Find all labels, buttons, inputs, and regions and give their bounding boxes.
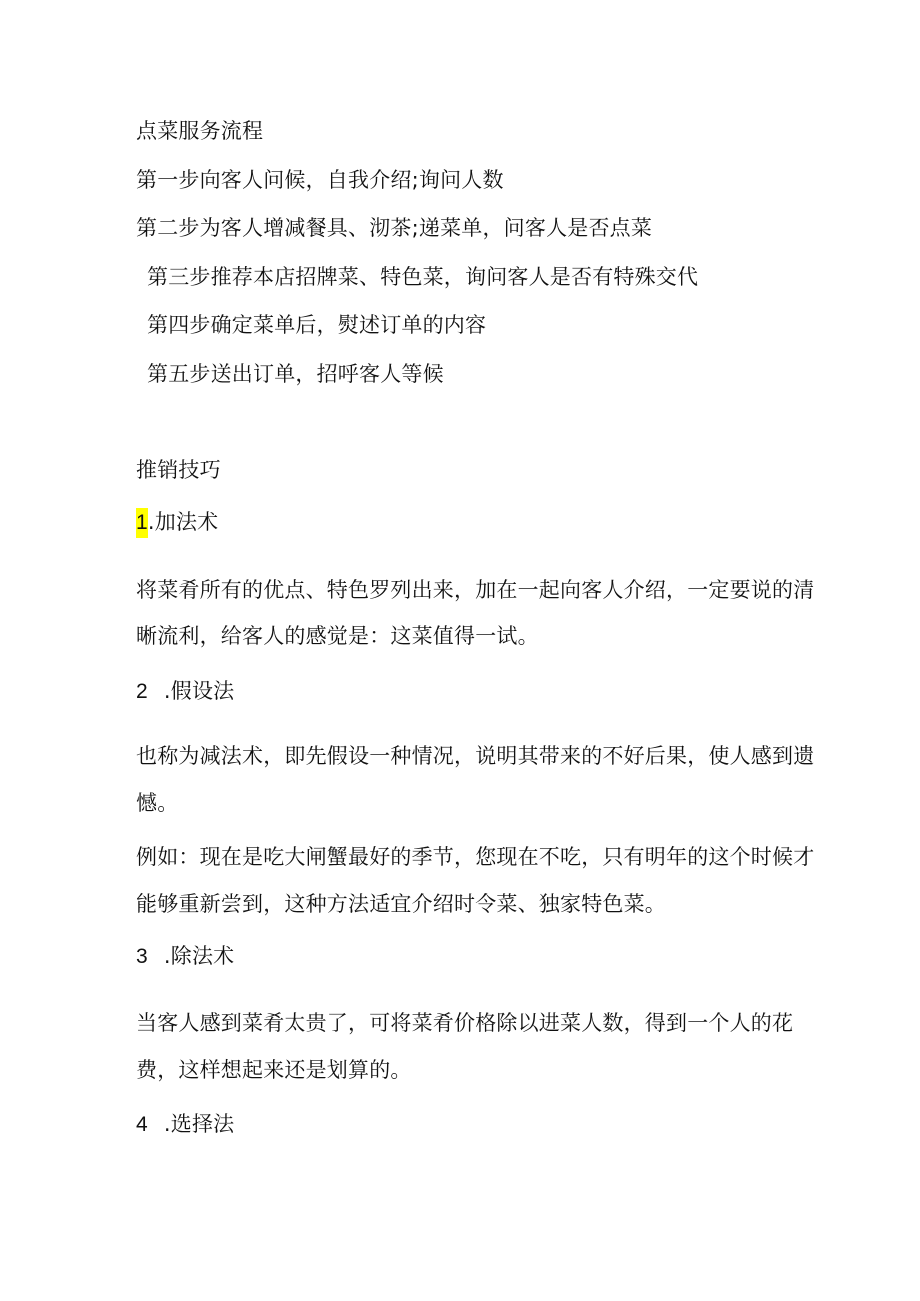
tip-1-paragraph-line-2: 晰流利，给客人的感觉是：这菜值得一试。 bbox=[136, 624, 539, 648]
tip-1-paragraph-line-1: 将菜肴所有的优点、特色罗列出来，加在一起向客人介绍，一定要说的清 bbox=[136, 578, 815, 602]
section-title-ordering-process: 点菜服务流程 bbox=[136, 119, 264, 143]
step-5: 第五步送出订单，招呼客人等候 bbox=[147, 362, 444, 386]
tip-2-example-line-1: 例如：现在是吃大闸蟹最好的季节，您现在不吃，只有明年的这个时候才 bbox=[136, 845, 815, 869]
tip-3-title: .除法术 bbox=[163, 944, 235, 968]
tip-4-heading bbox=[136, 1109, 234, 1140]
step-1: 第一步向客人问候，自我介绍;询问人数 bbox=[136, 168, 504, 192]
tip-2-title: .假设法 bbox=[163, 679, 235, 703]
tip-4-number: 4 bbox=[136, 1113, 148, 1136]
step-4: 第四步确定菜单后，熨述订单的内容 bbox=[147, 313, 487, 337]
tip-1-title: .加法术 bbox=[147, 510, 219, 534]
tip-2-heading bbox=[136, 676, 234, 707]
tip-3-paragraph-line-1: 当客人感到菜肴太贵了，可将菜肴价格除以进菜人数，得到一个人的花 bbox=[136, 1011, 794, 1035]
tip-2-example-line-2: 能够重新尝到，这种方法适宜介绍时令菜、独家特色菜。 bbox=[136, 892, 666, 916]
tip-3-number: 3 bbox=[136, 945, 148, 968]
tip-1-heading bbox=[136, 507, 218, 538]
step-2: 第二步为客人增减餐具、沏茶;递菜单，问客人是否点菜 bbox=[136, 216, 653, 240]
section-title-sales-tips: 推销技巧 bbox=[136, 458, 221, 482]
tip-3-paragraph-line-2: 费，这样想起来还是划算的。 bbox=[136, 1058, 412, 1082]
tip-3-heading bbox=[136, 941, 234, 972]
tip-2-paragraph-line-2: 憾。 bbox=[136, 791, 179, 815]
step-3: 第三步推荐本店招牌菜、特色菜，询问客人是否有特殊交代 bbox=[147, 265, 699, 289]
tip-1-number: 1 bbox=[136, 508, 148, 538]
tip-2-number: 2 bbox=[136, 680, 148, 703]
tip-4-title: .选择法 bbox=[163, 1112, 235, 1136]
tip-2-paragraph-line-1: 也称为减法术，即先假设一种情况，说明其带来的不好后果，使人感到遗 bbox=[136, 744, 815, 768]
